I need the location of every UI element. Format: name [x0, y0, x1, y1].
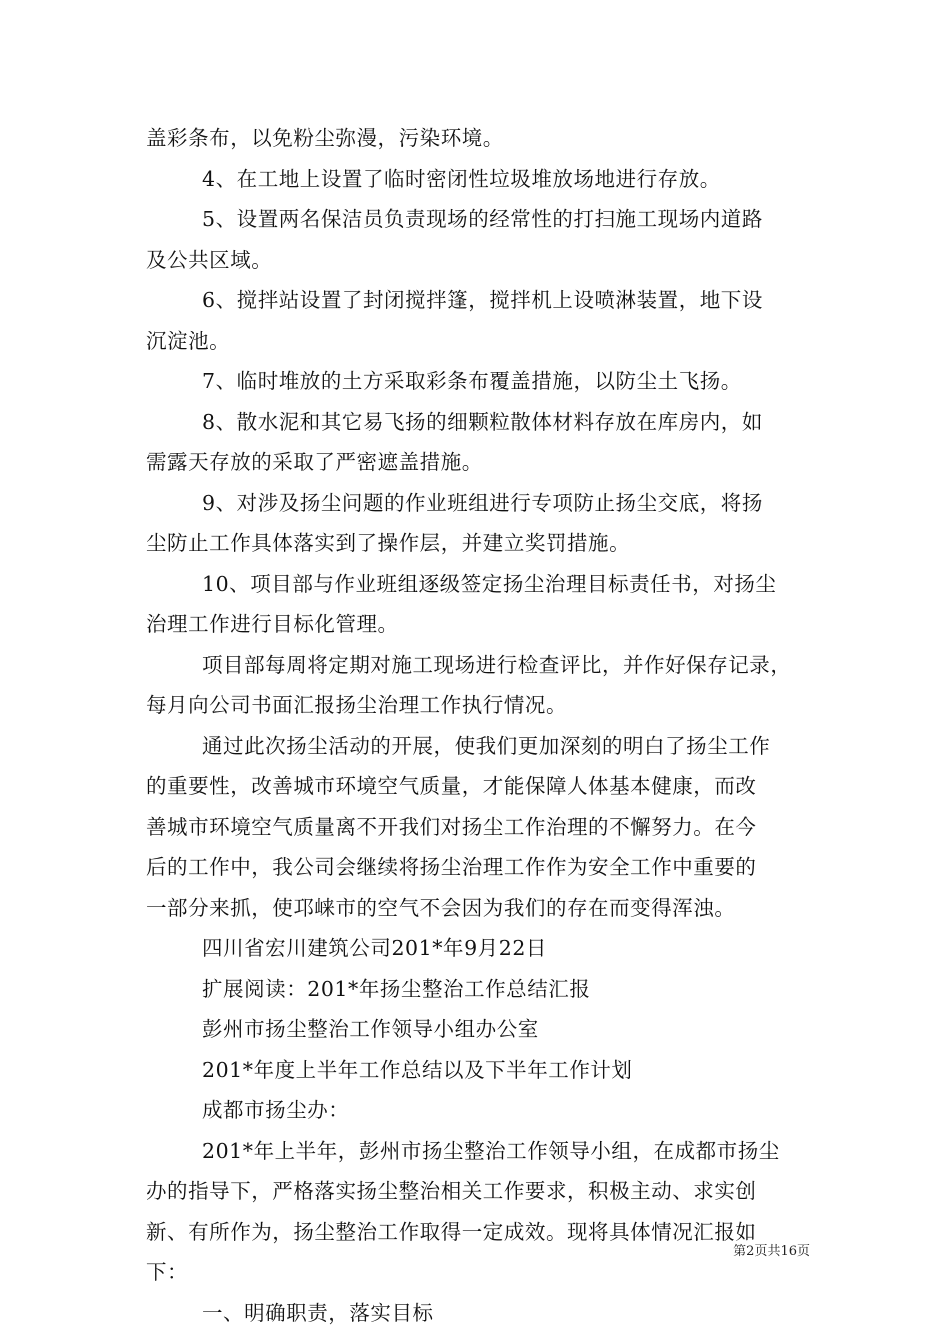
text-line: 5、设置两名保洁员负责现场的经常性的打扫施工现场内道路	[202, 207, 763, 231]
text-line: 项目部每周将定期对施工现场进行检查评比，并作好保存记录，	[202, 652, 792, 677]
text-line: 沉淀池。	[146, 328, 231, 353]
text-line: 彭州市扬尘整治工作领导小组办公室	[202, 1017, 539, 1041]
text-line: 的重要性，改善城市环境空气质量，才能保障人体基本健康，而改	[146, 774, 757, 798]
text-line: 新、有所作为，扬尘整治工作取得一定成效。现将具体情况汇报如	[146, 1219, 757, 1244]
text-line: 成都市扬尘办：	[202, 1098, 350, 1122]
text-line: 后的工作中，我公司会继续将扬尘治理工作作为安全工作中重要的	[146, 855, 757, 879]
section-heading: 一、明确职责，落实目标	[202, 1300, 434, 1325]
text-line: 办的指导下，严格落实扬尘整治相关工作要求，积极主动、求实创	[146, 1179, 757, 1203]
text-line: 善城市环境空气质量离不开我们对扬尘工作治理的不懈努力。在今	[146, 814, 757, 839]
text-line: 4、在工地上设置了临时密闭性垃圾堆放场地进行存放。	[202, 166, 721, 191]
text-line: 201*年度上半年工作总结以及下半年工作计划	[202, 1057, 633, 1082]
document-body	[146, 118, 816, 1333]
text-line: 7、临时堆放的土方采取彩条布覆盖措施，以防尘土飞扬。	[202, 369, 742, 393]
text-line: 需露天存放的采取了严密遮盖措施。	[146, 450, 483, 474]
text-line: 通过此次扬尘活动的开展，使我们更加深刻的明白了扬尘工作	[202, 733, 771, 758]
page-number: 第2页共16页	[733, 1244, 810, 1259]
text-line: 盖彩条布，以免粉尘弥漫，污染环境。	[146, 126, 504, 150]
text-line: 扩展阅读：201*年扬尘整治工作总结汇报	[202, 976, 591, 1001]
text-line: 治理工作进行目标化管理。	[146, 612, 399, 636]
text-line: 下：	[146, 1260, 189, 1284]
text-line: 10、项目部与作业班组逐级签定扬尘治理目标责任书，对扬尘	[202, 571, 777, 596]
text-line: 一部分来抓，使邛崃市的空气不会因为我们的存在而变得浑浊。	[146, 895, 736, 920]
text-line: 每月向公司书面汇报扬尘治理工作执行情况。	[146, 693, 567, 717]
text-line: 尘防止工作具体落实到了操作层，并建立奖罚措施。	[146, 531, 631, 555]
text-line: 8、散水泥和其它易飞扬的细颗粒散体材料存放在库房内，如	[202, 409, 763, 434]
text-line: 及公共区域。	[146, 247, 273, 272]
text-line: 201*年上半年，彭州市扬尘整治工作领导小组，在成都市扬尘	[202, 1138, 780, 1163]
text-line: 四川省宏川建筑公司201*年9月22日	[202, 936, 547, 960]
text-line: 6、搅拌站设置了封闭搅拌篷，搅拌机上设喷淋装置，地下设	[202, 288, 763, 312]
text-line: 9、对涉及扬尘问题的作业班组进行专项防止扬尘交底，将扬	[202, 490, 763, 515]
